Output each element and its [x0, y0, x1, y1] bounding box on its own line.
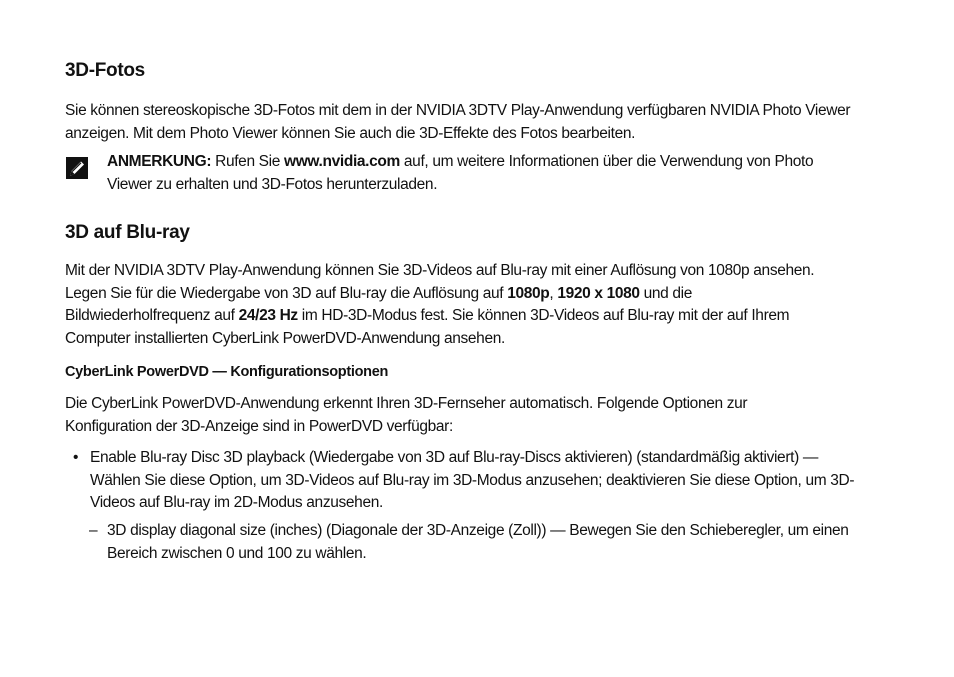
nvidia-link[interactable]: www.nvidia.com: [283, 153, 400, 170]
note-text: [107, 151, 837, 196]
sub-bullet-text-diagonal: 3D display diagonal size (inches) (Diagonale der 3D-Anzeige (Zoll)) — Bewegen Sie den Schieberegler, um einen Bereich zwischen 0 und 100 zu wählen.: [107, 522, 849, 562]
pencil-note-icon: [65, 156, 89, 180]
heading-cyberlink-options: CyberLink PowerDVD — Konfigurationsoptionen: [65, 364, 389, 380]
bluray-text-d: im HD-3D-Modus fest. Sie können 3D-Videos auf Blu-ray mit der auf Ihrem Computer installierten CyberLink PowerDVD-Anwendung ansehen.: [65, 307, 790, 347]
note-label: ANMERKUNG:: [107, 153, 212, 170]
note-text-before: Rufen Sie: [211, 153, 284, 170]
bluray-sep: ,: [549, 284, 558, 302]
note-text-after: auf, um weitere Informationen über die Verwendung von Photo Viewer zu erhalten und 3D-Fotos herunterzuladen.: [107, 153, 814, 193]
bullet-marker: •: [73, 449, 79, 466]
bullet-text-bluray-3d: Enable Blu-ray Disc 3D playback (Wiedergabe von 3D auf Blu-ray-Discs aktivieren) (standardmäßig aktiviert) — Wählen Sie diese Option, um 3D-Videos auf Blu-ray im 3D-Modus anzusehen; deaktivieren Sie diese Option, um 3D-Videos auf Blu-ray im 2D-Modus anzusehen.: [90, 449, 855, 511]
heading-3d-bluray: 3D auf Blu-ray: [65, 222, 190, 243]
refresh-rate: 24/23 Hz: [238, 307, 298, 324]
paragraph-cyberlink: Die CyberLink PowerDVD-Anwendung erkennt Ihren 3D-Fernseher automatisch. Folgende Optionen zur Konfiguration der 3D-Anzeige sind in PowerDVD verfügbar:: [65, 395, 748, 435]
resolution-1920x1080: 1920 x 1080: [557, 284, 640, 302]
bluray-text-c: und die Bildwiederholfrequenz auf: [65, 284, 693, 324]
paragraph-3d-bluray: [65, 260, 825, 350]
paragraph-3d-fotos: Sie können stereoskopische 3D-Fotos mit dem in der NVIDIA 3DTV Play-Anwendung verfügbaren NVIDIA Photo Viewer anzeigen. Mit dem Photo Viewer können Sie auch die 3D-Effekte des Fotos bearbeiten.: [65, 102, 851, 142]
heading-3d-fotos: 3D-Fotos: [65, 60, 145, 81]
sub-bullet-marker: –: [89, 522, 98, 539]
resolution-1080p: 1080p: [507, 284, 550, 302]
bluray-text-a: Mit der NVIDIA 3DTV Play-Anwendung können Sie 3D-Videos auf Blu-ray mit einer Auflösung von 1080p ansehen. Legen Sie für die Wiedergabe von 3D auf Blu-ray die Auflösung auf: [65, 262, 815, 302]
